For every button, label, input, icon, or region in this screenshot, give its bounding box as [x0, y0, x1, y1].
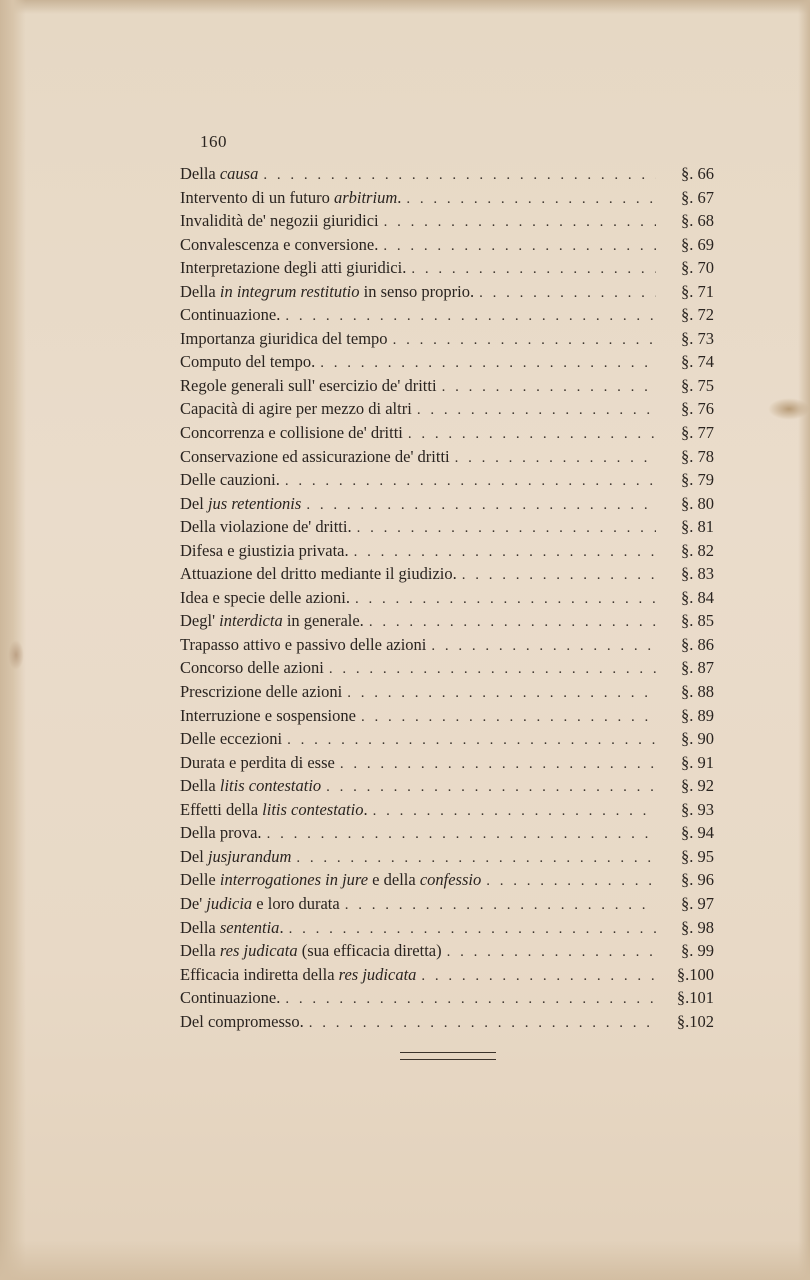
toc-entry	[180, 209, 714, 233]
section-reference: §. 86	[681, 634, 714, 654]
toc-entry-text: Delle cauzioni.	[180, 470, 280, 490]
dot-leader	[324, 658, 656, 680]
toc-entry-title	[180, 233, 378, 257]
section-reference: §. 99	[681, 941, 714, 961]
toc-entry	[180, 539, 714, 563]
dot-leader	[280, 470, 656, 492]
section-reference: §. 81	[681, 517, 714, 537]
toc-entry-text: Effetti della	[180, 799, 263, 819]
section-reference: §. 80	[681, 493, 714, 513]
section-reference: §. 97	[681, 893, 714, 913]
section-reference: §.100	[676, 964, 714, 984]
section-reference: §. 96	[681, 870, 714, 890]
section-reference: §. 83	[681, 564, 714, 584]
section-reference: §. 77	[681, 423, 714, 443]
section-reference: §. 90	[681, 729, 714, 749]
section-reference: §. 75	[681, 375, 714, 395]
dot-leader	[304, 1012, 656, 1034]
section-reference: §. 92	[681, 776, 714, 796]
section-reference: §. 94	[681, 823, 714, 843]
toc-entry-text: Computo del tempo.	[180, 352, 316, 372]
toc-entry-title	[180, 468, 280, 492]
toc-entry-text: Delle eccezioni	[180, 729, 283, 749]
toc-entry-title	[180, 609, 364, 633]
toc-entry-latin-term: interrogationes in jure	[219, 870, 369, 890]
dot-leader	[388, 329, 656, 351]
toc-entry-title	[180, 680, 342, 704]
toc-entry	[180, 868, 714, 892]
toc-entry-text: De'	[180, 893, 207, 913]
toc-entry-text: .	[363, 799, 368, 819]
toc-entry	[180, 751, 714, 775]
section-reference: §. 74	[681, 352, 714, 372]
toc-entry	[180, 939, 714, 963]
toc-entry-text: Delle	[180, 870, 220, 890]
toc-entry	[180, 892, 714, 916]
toc-entry-title	[180, 892, 340, 916]
toc-entry-text: Difesa e giustizia privata.	[180, 540, 349, 560]
toc-entry-title	[180, 656, 324, 680]
toc-entry-title	[180, 1010, 304, 1034]
toc-entry	[180, 280, 714, 304]
toc-entry-text: e della	[368, 870, 420, 890]
toc-entry-text: Della prova.	[180, 823, 262, 843]
dot-leader	[416, 965, 656, 987]
dot-leader	[356, 706, 656, 728]
section-reference: §. 66	[681, 164, 714, 183]
toc-entry	[180, 162, 714, 186]
toc-entry-title	[180, 774, 321, 798]
toc-entry-text: Invalidità de' negozii giuridici	[180, 211, 379, 231]
toc-entry-latin-term: in integrum restitutio	[219, 281, 360, 301]
toc-entry	[180, 727, 714, 751]
toc-entry-text: Della	[180, 164, 220, 183]
toc-entry	[180, 562, 714, 586]
toc-entry	[180, 256, 714, 280]
toc-entry	[180, 186, 714, 210]
toc-entry	[180, 492, 714, 516]
toc-entry-text: Convalescenza e conversione.	[180, 234, 379, 254]
section-reference: §. 84	[681, 587, 714, 607]
toc-entry-title	[180, 868, 481, 892]
section-reference: §. 95	[681, 846, 714, 866]
toc-entry-title	[180, 798, 368, 822]
closing-double-rule	[400, 1052, 496, 1060]
toc-entry	[180, 586, 714, 610]
toc-entry	[180, 397, 714, 421]
dot-leader	[378, 235, 656, 257]
toc-entry-text: Della	[180, 941, 220, 961]
toc-entry-title	[180, 727, 282, 751]
dot-leader	[403, 423, 656, 445]
toc-entry-title	[180, 327, 388, 351]
dot-leader	[258, 164, 656, 186]
toc-entry-text: Della	[180, 917, 220, 937]
section-reference: §. 82	[681, 540, 714, 560]
section-reference: §. 85	[681, 611, 714, 631]
paper-stain	[8, 640, 24, 670]
dot-leader	[442, 941, 656, 963]
toc-entry-title	[180, 162, 258, 186]
toc-entry-title	[180, 397, 412, 421]
toc-entry-title	[180, 704, 356, 728]
page-number: 160	[200, 132, 227, 151]
toc-entry	[180, 445, 714, 469]
toc-entry-text: Degl'	[180, 611, 220, 631]
dot-leader	[301, 494, 656, 516]
toc-entry-latin-term: interdicta	[219, 611, 283, 631]
toc-entry-text: Regole generali sull' esercizio de' dritti	[180, 375, 437, 395]
toc-entry-text: in senso proprio.	[359, 281, 475, 301]
toc-entry-text: Efficacia indiretta della	[180, 964, 339, 984]
toc-entry-text: Attuazione del dritto mediante il giudizio.	[180, 564, 457, 584]
table-of-contents	[180, 162, 714, 1033]
toc-entry-text: Concorso delle azioni	[180, 658, 324, 678]
toc-entry-latin-term: jus retentionis	[207, 493, 302, 513]
toc-entry	[180, 421, 714, 445]
dot-leader	[368, 800, 656, 822]
toc-entry-text: (sua efficacia diretta)	[297, 941, 442, 961]
page-edge-right	[798, 0, 810, 1280]
dot-leader	[379, 211, 656, 233]
toc-entry-title	[180, 633, 426, 657]
dot-leader	[291, 847, 656, 869]
paper-stain	[768, 398, 810, 420]
dot-leader	[282, 729, 656, 751]
toc-entry	[180, 303, 714, 327]
toc-entry	[180, 1010, 714, 1034]
toc-entry-title	[180, 492, 301, 516]
toc-entry-text: Della	[180, 776, 220, 796]
toc-entry	[180, 774, 714, 798]
dot-leader	[481, 870, 656, 892]
dot-leader	[349, 541, 656, 563]
toc-entry-title	[180, 445, 450, 469]
toc-entry-latin-term: litis contestatio	[219, 776, 322, 796]
toc-entry-latin-term: judicia	[206, 893, 253, 913]
toc-entry	[180, 327, 714, 351]
toc-entry	[180, 515, 714, 539]
toc-entry-title	[180, 256, 406, 280]
toc-entry	[180, 468, 714, 492]
toc-entry-text: Del	[180, 493, 208, 513]
page-edge-top	[0, 0, 810, 14]
section-reference: §. 68	[681, 211, 714, 231]
toc-entry-latin-term: confessio	[419, 870, 482, 890]
dot-leader	[352, 517, 656, 539]
toc-entry-latin-term: arbitrium	[333, 187, 398, 207]
toc-entry	[180, 704, 714, 728]
dot-leader	[342, 682, 656, 704]
toc-entry-title	[180, 539, 349, 563]
dot-leader	[364, 611, 656, 633]
dot-leader	[437, 376, 656, 398]
toc-entry-text: Conservazione ed assicurazione de' dritti	[180, 446, 450, 466]
section-reference: §. 72	[681, 305, 714, 325]
toc-entry-text: Prescrizione delle azioni	[180, 682, 343, 702]
dot-leader	[280, 988, 656, 1010]
toc-entry-text: Intervento di un futuro	[180, 187, 334, 207]
section-reference: §. 67	[681, 187, 714, 207]
dot-leader	[406, 258, 656, 280]
toc-entry-title	[180, 586, 350, 610]
toc-entry-title	[180, 303, 280, 327]
toc-entry	[180, 845, 714, 869]
toc-entry-title	[180, 515, 352, 539]
dot-leader	[474, 282, 656, 304]
toc-entry-text: Della violazione de' dritti.	[180, 517, 352, 537]
toc-entry	[180, 680, 714, 704]
toc-entry-title	[180, 421, 403, 445]
toc-entry	[180, 798, 714, 822]
toc-entry-title	[180, 374, 437, 398]
section-reference: §. 89	[681, 705, 714, 725]
toc-entry-title	[180, 350, 315, 374]
toc-entry-text: .	[397, 187, 402, 207]
section-reference: §. 76	[681, 399, 714, 419]
dot-leader	[401, 188, 656, 210]
section-reference: §. 73	[681, 328, 714, 348]
dot-leader	[321, 776, 656, 798]
toc-entry-title	[180, 209, 379, 233]
section-reference: §. 98	[681, 917, 714, 937]
toc-entry-text: Interpretazione degli atti giuridici.	[180, 258, 407, 278]
toc-entry-text: Concorrenza e collisione de' dritti	[180, 423, 403, 443]
section-reference: §. 93	[681, 799, 714, 819]
section-reference: §. 70	[681, 258, 714, 278]
toc-entry-title	[180, 280, 474, 304]
toc-entry	[180, 609, 714, 633]
toc-entry	[180, 633, 714, 657]
toc-entry	[180, 350, 714, 374]
dot-leader	[262, 823, 656, 845]
toc-entry-latin-term: causa	[219, 164, 259, 183]
toc-entry-text: Idea e specie delle azioni.	[180, 587, 350, 607]
toc-entry-text: Continuazione.	[180, 988, 281, 1008]
section-reference: §. 71	[681, 281, 714, 301]
toc-entry-latin-term: litis contestatio	[262, 799, 364, 819]
toc-entry-text: e loro durata	[252, 893, 340, 913]
dot-leader	[350, 588, 656, 610]
toc-entry-title	[180, 986, 280, 1010]
section-reference: §. 69	[681, 234, 714, 254]
toc-entry-text: Della	[180, 281, 220, 301]
dot-leader	[335, 753, 656, 775]
dot-leader	[426, 635, 656, 657]
section-reference: §.101	[676, 988, 714, 1008]
toc-entry-title	[180, 963, 416, 987]
dot-leader	[412, 399, 656, 421]
toc-entry-text: Del compromesso.	[180, 1011, 304, 1031]
toc-entry-title	[180, 916, 284, 940]
toc-entry-title	[180, 186, 401, 210]
toc-entry	[180, 233, 714, 257]
toc-entry-text: Continuazione.	[180, 305, 281, 325]
toc-entry-title	[180, 751, 335, 775]
toc-entry-title	[180, 821, 262, 845]
toc-entry-latin-term: sententia	[219, 917, 280, 937]
toc-entry	[180, 374, 714, 398]
toc-entry-text: in generale.	[282, 611, 364, 631]
section-reference: §. 78	[681, 446, 714, 466]
toc-entry-text: Durata e perdita di esse	[180, 752, 335, 772]
toc-entry-text: Trapasso attivo e passivo delle azioni	[180, 634, 427, 654]
toc-entry-text: Importanza giuridica del tempo	[180, 328, 388, 348]
section-reference: §.102	[676, 1011, 714, 1031]
toc-entry-latin-term: res judicata	[338, 964, 417, 984]
dot-leader	[340, 894, 656, 916]
toc-entry-title	[180, 939, 442, 963]
page-edge-bottom	[0, 1240, 810, 1280]
dot-leader	[280, 305, 656, 327]
toc-entry	[180, 821, 714, 845]
dot-leader	[315, 352, 656, 374]
toc-entry-title	[180, 845, 291, 869]
toc-entry-title	[180, 562, 457, 586]
toc-entry-text: Del	[180, 846, 208, 866]
toc-entry-text: Capacità di agire per mezzo di altri	[180, 399, 412, 419]
section-reference: §. 87	[681, 658, 714, 678]
toc-entry-text: Interruzione e sospensione	[180, 705, 356, 725]
section-reference: §. 88	[681, 682, 714, 702]
toc-entry-latin-term: res judicata	[219, 941, 298, 961]
section-reference: §. 91	[681, 752, 714, 772]
dot-leader	[284, 918, 656, 940]
section-reference: §. 79	[681, 470, 714, 490]
dot-leader	[457, 564, 656, 586]
toc-entry	[180, 656, 714, 680]
dot-leader	[450, 447, 656, 469]
toc-entry-text: .	[279, 917, 284, 937]
toc-entry	[180, 986, 714, 1010]
toc-entry	[180, 916, 714, 940]
toc-entry	[180, 963, 714, 987]
toc-entry-latin-term: jusjurandum	[207, 846, 292, 866]
